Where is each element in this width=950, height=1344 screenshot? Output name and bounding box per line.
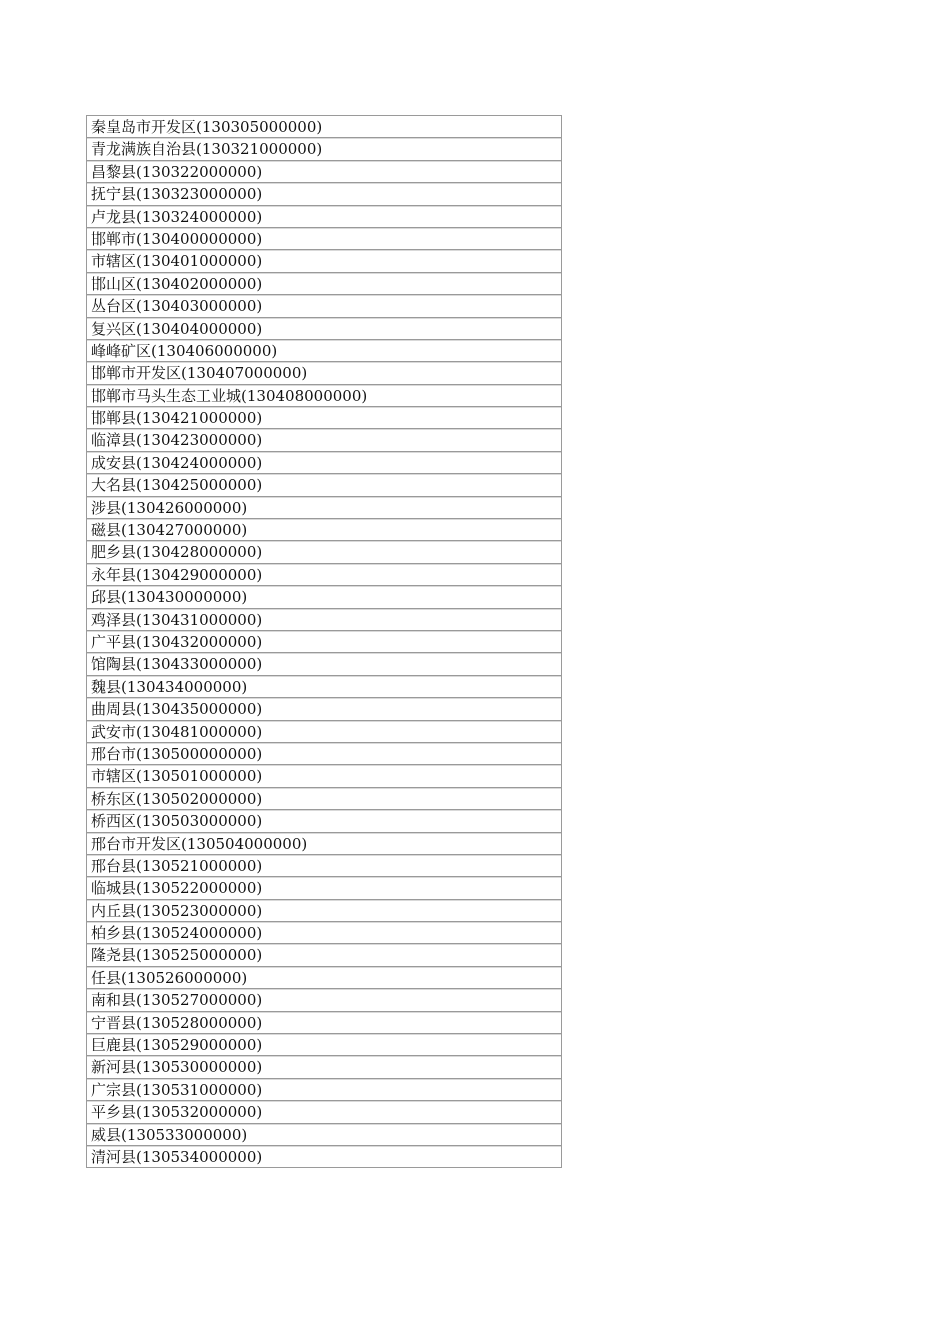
table-row: 邯郸市(130400000000) xyxy=(87,228,561,250)
table-row: 抚宁县(130323000000) xyxy=(87,183,561,205)
table-row: 邢台县(130521000000) xyxy=(87,855,561,877)
table-row: 肥乡县(130428000000) xyxy=(87,541,561,563)
table-row: 昌黎县(130322000000) xyxy=(87,161,561,183)
table-row: 秦皇岛市开发区(130305000000) xyxy=(87,116,561,138)
table-row: 广宗县(130531000000) xyxy=(87,1079,561,1101)
table-row: 卢龙县(130324000000) xyxy=(87,206,561,228)
table-row: 内丘县(130523000000) xyxy=(87,900,561,922)
table-row: 临城县(130522000000) xyxy=(87,877,561,899)
table-row: 魏县(130434000000) xyxy=(87,676,561,698)
table-row: 鸡泽县(130431000000) xyxy=(87,609,561,631)
table-row: 邯山区(130402000000) xyxy=(87,273,561,295)
table-row: 复兴区(130404000000) xyxy=(87,318,561,340)
table-row: 广平县(130432000000) xyxy=(87,631,561,653)
table-row: 邯郸市马头生态工业城(130408000000) xyxy=(87,385,561,407)
table-row: 成安县(130424000000) xyxy=(87,452,561,474)
table-row: 临漳县(130423000000) xyxy=(87,429,561,451)
table-row: 峰峰矿区(130406000000) xyxy=(87,340,561,362)
table-row: 清河县(130534000000) xyxy=(87,1146,561,1168)
table-row: 邯郸县(130421000000) xyxy=(87,407,561,429)
table-row: 新河县(130530000000) xyxy=(87,1056,561,1078)
table-row: 武安市(130481000000) xyxy=(87,721,561,743)
table-row: 邢台市(130500000000) xyxy=(87,743,561,765)
table-row: 曲周县(130435000000) xyxy=(87,698,561,720)
table-row: 隆尧县(130525000000) xyxy=(87,944,561,966)
table-row: 永年县(130429000000) xyxy=(87,564,561,586)
table-row: 丛台区(130403000000) xyxy=(87,295,561,317)
table-row: 威县(130533000000) xyxy=(87,1124,561,1146)
table-row: 馆陶县(130433000000) xyxy=(87,653,561,675)
table-row: 桥西区(130503000000) xyxy=(87,810,561,832)
table-row: 青龙满族自治县(130321000000) xyxy=(87,138,561,160)
table-row: 市辖区(130501000000) xyxy=(87,765,561,787)
table-row: 桥东区(130502000000) xyxy=(87,788,561,810)
table-row: 柏乡县(130524000000) xyxy=(87,922,561,944)
table-row: 巨鹿县(130529000000) xyxy=(87,1034,561,1056)
table-row: 宁晋县(130528000000) xyxy=(87,1012,561,1034)
region-code-table xyxy=(86,115,562,1168)
table-row: 市辖区(130401000000) xyxy=(87,250,561,272)
table-row: 邢台市开发区(130504000000) xyxy=(87,833,561,855)
table-row: 平乡县(130532000000) xyxy=(87,1101,561,1123)
table-row: 邯郸市开发区(130407000000) xyxy=(87,362,561,384)
table-row: 南和县(130527000000) xyxy=(87,989,561,1011)
table-row: 任县(130526000000) xyxy=(87,967,561,989)
table-row: 邱县(130430000000) xyxy=(87,586,561,608)
table-row: 磁县(130427000000) xyxy=(87,519,561,541)
table-row: 大名县(130425000000) xyxy=(87,474,561,496)
table-row: 涉县(130426000000) xyxy=(87,497,561,519)
